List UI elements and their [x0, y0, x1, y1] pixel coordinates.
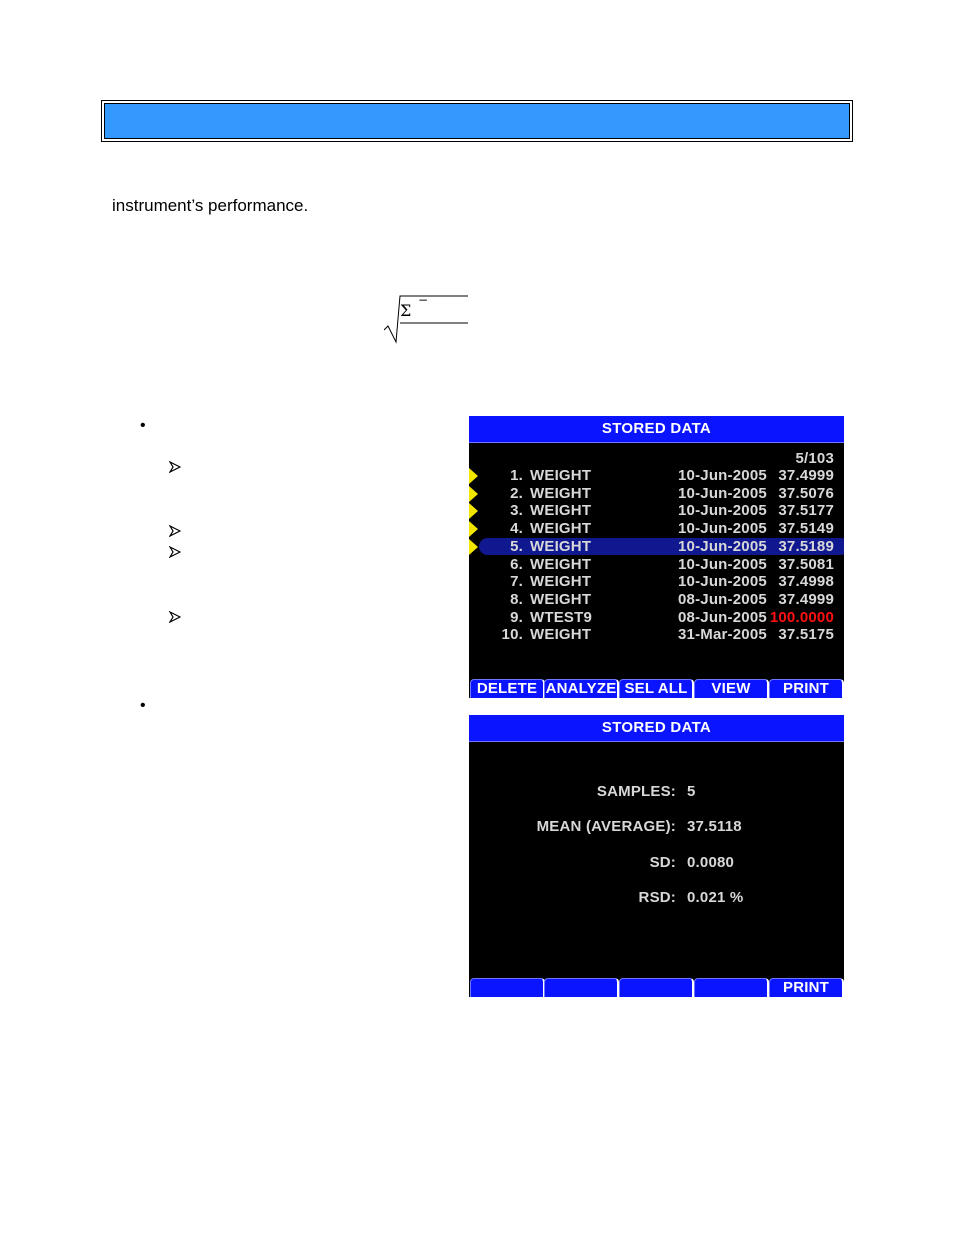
stat-value: 0.0080	[687, 853, 735, 871]
data-row[interactable]	[469, 626, 844, 644]
stored-data-stats-screen	[469, 715, 844, 997]
row-date: 08-Jun-2005	[678, 590, 767, 608]
row-date: 10-Jun-2005	[678, 520, 767, 538]
section-header-fill	[104, 103, 850, 139]
data-row[interactable]	[469, 609, 844, 627]
data-row[interactable]	[469, 556, 844, 574]
screen-title: STORED DATA	[469, 715, 844, 741]
stored-data-list-screen	[469, 416, 844, 698]
data-row[interactable]	[469, 502, 844, 520]
row-name: WEIGHT	[530, 537, 592, 555]
stat-label: RSD:	[638, 888, 676, 906]
row-index: 6.	[510, 555, 523, 573]
row-date: 10-Jun-2005	[678, 484, 767, 502]
row-value: 37.4999	[778, 467, 834, 484]
row-name: WEIGHT	[530, 626, 592, 644]
row-date: 08-Jun-2005	[678, 608, 767, 626]
selected-marker-icon	[469, 521, 478, 537]
stat-label: SAMPLES:	[596, 783, 676, 800]
row-name: WEIGHT	[530, 484, 592, 502]
row-value: 37.5189	[778, 537, 834, 555]
row-name: WEIGHT	[530, 573, 592, 591]
row-name: WEIGHT	[530, 590, 592, 608]
row-value: 37.5149	[778, 520, 834, 538]
data-row[interactable]	[469, 467, 844, 485]
row-value: 37.4998	[778, 573, 834, 591]
data-row[interactable]	[469, 573, 844, 591]
row-name: WEIGHT	[530, 502, 592, 520]
sigma-symbol: Σ	[400, 301, 412, 320]
arrow-bullet-icon	[169, 461, 181, 473]
selected-marker-icon	[469, 468, 478, 484]
stat-value: 0.021 %	[687, 888, 744, 906]
row-name: WEIGHT	[530, 520, 592, 538]
softkey-print[interactable]: PRINT	[769, 978, 844, 997]
softkey-print[interactable]: PRINT	[769, 679, 844, 698]
row-date: 10-Jun-2005	[678, 467, 767, 484]
sd-formula	[384, 292, 474, 348]
bullet-dot: •	[140, 417, 146, 434]
row-name: WEIGHT	[530, 555, 592, 573]
arrow-bullet-icon	[169, 611, 181, 623]
row-name: WTEST9	[530, 608, 593, 626]
row-date: 10-Jun-2005	[678, 573, 767, 591]
stat-label: MEAN (AVERAGE):	[536, 818, 676, 836]
row-value: 37.5081	[778, 555, 834, 573]
stat-label: SD:	[649, 853, 676, 871]
stat-value: 37.5118	[687, 818, 742, 836]
bullet-dot: •	[140, 697, 146, 714]
data-row[interactable]	[469, 591, 844, 609]
softkey-delete[interactable]: DELETE	[470, 679, 545, 698]
row-index: 10.	[501, 626, 523, 644]
row-index: 4.	[510, 520, 523, 538]
row-date: 31-Mar-2005	[678, 626, 767, 644]
row-date: 10-Jun-2005	[678, 502, 767, 520]
row-date: 10-Jun-2005	[678, 537, 767, 555]
data-row[interactable]	[469, 520, 844, 538]
mean-bar-symbol: −	[418, 293, 429, 307]
page-count: 5/103	[795, 450, 834, 467]
row-value: 100.0000	[769, 608, 834, 626]
row-index: 8.	[510, 590, 523, 608]
title-divider	[469, 442, 844, 443]
data-row[interactable]	[469, 485, 844, 503]
title-divider	[469, 741, 844, 742]
softkey-analyze[interactable]: ANALYZE	[544, 679, 619, 698]
row-index: 5.	[510, 537, 523, 555]
arrow-bullet-icon	[169, 546, 181, 558]
softkey-bar	[469, 679, 844, 698]
softkey-blank[interactable]	[544, 978, 619, 997]
softkey-view[interactable]: VIEW	[694, 679, 769, 698]
arrow-bullet-icon	[169, 525, 181, 537]
row-index: 3.	[510, 502, 523, 520]
data-row[interactable]	[469, 538, 844, 556]
row-value: 37.5076	[778, 484, 834, 502]
section-header-bar	[101, 100, 853, 142]
selected-marker-icon	[469, 486, 478, 502]
stat-value: 5	[687, 783, 696, 800]
row-date: 10-Jun-2005	[678, 555, 767, 573]
row-index: 2.	[510, 484, 523, 502]
softkey-bar	[469, 978, 844, 997]
row-index: 9.	[510, 608, 523, 626]
softkey-blank[interactable]	[619, 978, 694, 997]
intro-text: instrument’s performance.	[112, 196, 309, 215]
softkey-sel-all[interactable]: SEL ALL	[619, 679, 694, 698]
softkey-blank[interactable]	[694, 978, 769, 997]
selected-marker-icon	[469, 539, 478, 555]
row-value: 37.4999	[778, 590, 834, 608]
selected-marker-icon	[469, 503, 478, 519]
row-value: 37.5177	[778, 502, 834, 520]
screen-title: STORED DATA	[469, 416, 844, 442]
softkey-blank[interactable]	[470, 978, 545, 997]
row-value: 37.5175	[778, 626, 834, 644]
row-name: WEIGHT	[530, 467, 592, 484]
row-index: 7.	[510, 573, 523, 591]
row-index: 1.	[510, 467, 523, 484]
